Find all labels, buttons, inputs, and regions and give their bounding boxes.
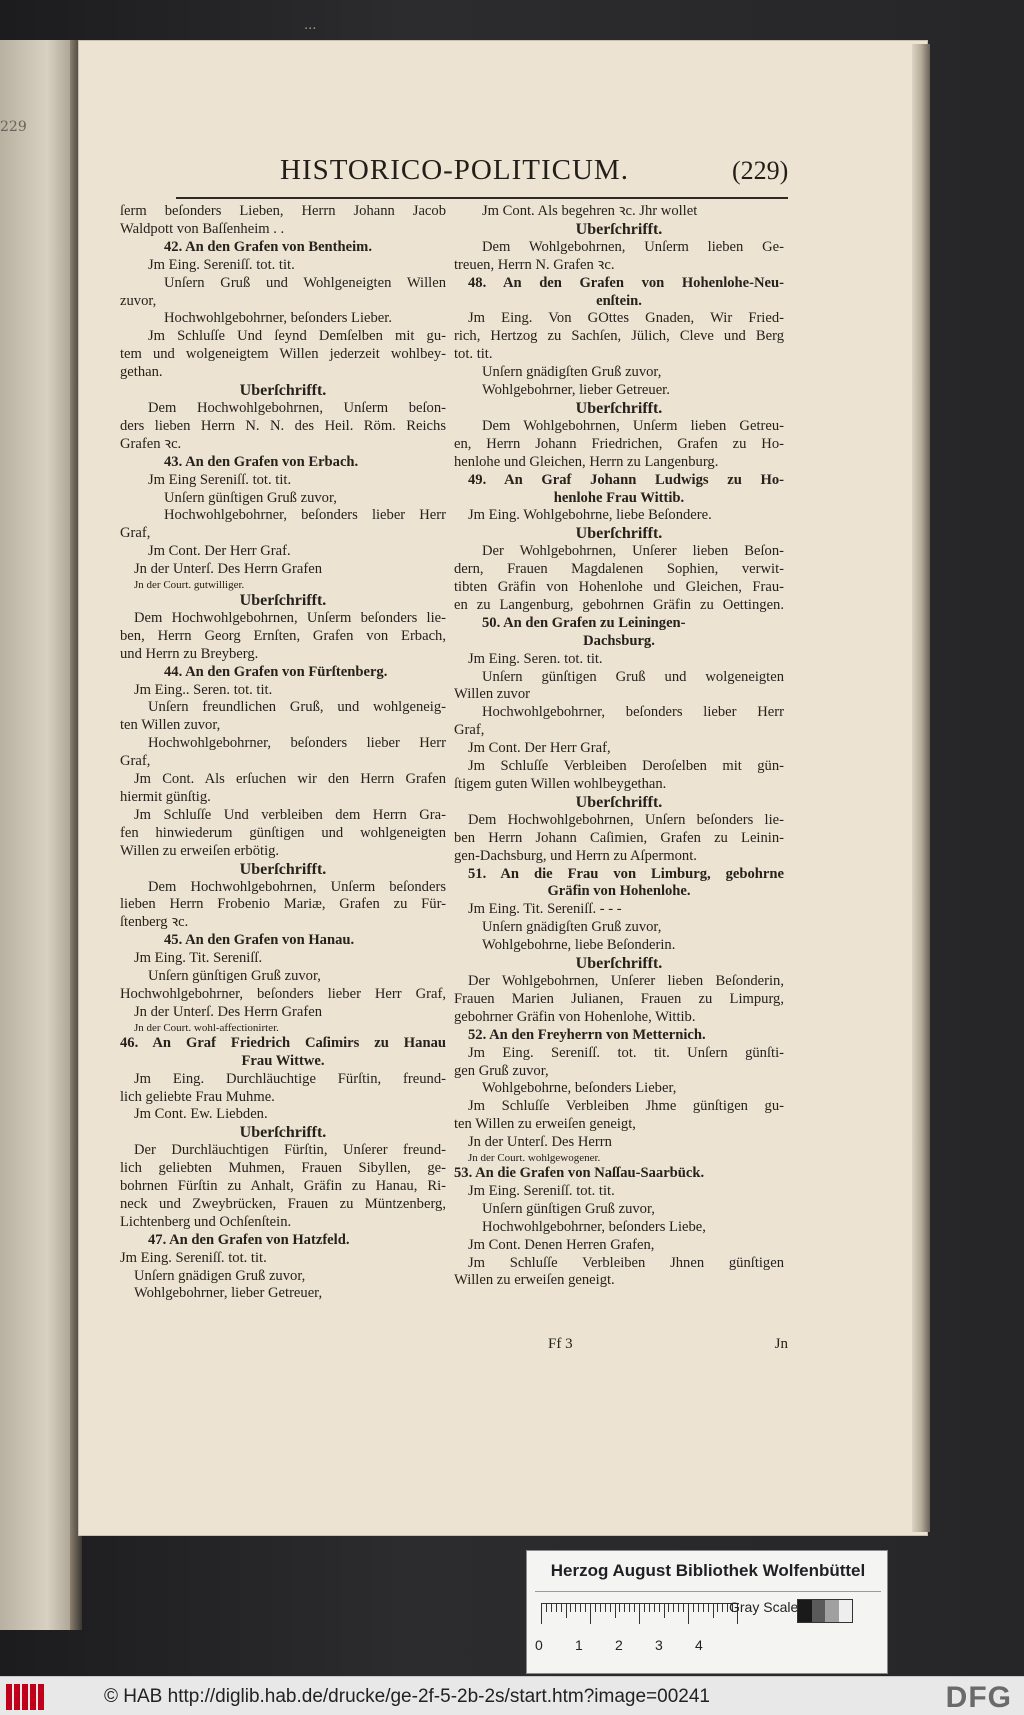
ruler-tick — [556, 1604, 557, 1612]
header-rule — [176, 197, 788, 199]
text-line: Jn der Court. gutwilliger. — [134, 579, 245, 592]
ruler-tick — [659, 1604, 660, 1612]
running-title: HISTORICO-POLITICUM. — [280, 154, 629, 186]
gray-scale-swatch — [797, 1599, 853, 1623]
text-line: Jm Schluſſe Verbleiben Deroſelben mit gün- — [468, 758, 784, 775]
text-line: Unſern gnädigſten Gruß zuvor, — [482, 919, 662, 936]
text-line: 44. An den Grafen von Fürſtenberg. — [164, 663, 388, 680]
text-line: Jn der Unterſ. Des Herrn — [468, 1134, 612, 1151]
ruler-tick — [575, 1604, 576, 1612]
text-line: Der Wohlgebohrnen, Unſerer lieben Beſon- — [482, 543, 784, 560]
ruler-tick — [546, 1604, 547, 1612]
ruler-tick — [722, 1604, 723, 1612]
text-line: enſtein. — [596, 292, 642, 309]
signature-line — [548, 1336, 788, 1356]
text-line: Graf, — [120, 753, 151, 770]
ruler-label: 0 — [535, 1637, 543, 1653]
text-line: Jn der Unterſ. Des Herrn Grafen — [134, 561, 323, 578]
page-fore-edge — [912, 44, 930, 1532]
text-line: Dem Hochwohlgebohrnen, Unſerm beſon- — [148, 399, 446, 416]
text-line: Jn der Court. wohlgewogener. — [468, 1152, 601, 1165]
text-line: gen-Dachsburg, und Herrn zu Aſpermont. — [454, 847, 697, 864]
ruler-tick — [624, 1604, 625, 1612]
text-line: gebohrner Gräfin von Hohenlohe, Wittib. — [454, 1008, 696, 1025]
ruler-tick — [698, 1604, 699, 1612]
text-line: Unſern günſtigen Gruß und wolgeneigten — [482, 668, 784, 685]
ruler-tick — [580, 1604, 581, 1612]
library-card-rule — [535, 1591, 881, 1592]
ruler-tick — [708, 1604, 709, 1612]
text-line: Jm Schluſſe Verbleiben Jhme günſtigen gu- — [468, 1098, 784, 1115]
text-line: Dem Wohlgebohrnen, Unſerm lieben Ge- — [482, 238, 784, 255]
text-line: Jm Eing. Seren. tot. tit. — [468, 650, 603, 667]
page-number: (229) — [732, 156, 789, 185]
text-line: lieben Herrn Frobenio Mariæ, Grafen zu Für- — [120, 896, 446, 913]
text-line: Hochwohlgebohrner, beſonders lieber Herr — [148, 735, 446, 752]
text-line: Dachsburg. — [583, 632, 655, 649]
text-line: Jm Eing. Sereniſſ. tot. tit. Unſern günſti- — [468, 1044, 784, 1061]
ruler-tick — [717, 1604, 718, 1612]
dfg-logo: DFG — [945, 1681, 1012, 1714]
text-line: Jm Eing. Tit. Sereniſſ. - - - — [468, 901, 622, 918]
text-line: rich, Hertzog zu Sachſen, Jülich, Cleve und Berg — [454, 328, 784, 345]
text-line: Wohlgebohrne, liebe Beſonderin. — [482, 937, 676, 954]
hab-logo-icon — [6, 1684, 44, 1710]
text-line: Jm Eing. Tit. Sereniſſ. — [134, 950, 263, 967]
text-line: zuvor, — [120, 292, 157, 309]
text-line: neck und Zweybrücken, Frauen zu Müntzenberg, — [120, 1195, 446, 1212]
text-line: ſtenberg ꝛc. — [120, 914, 189, 931]
text-line: treuen, Herrn N. Grafen ꝛc. — [454, 256, 615, 273]
text-line: Jn der Unterſ. Des Herrn Grafen — [134, 1003, 323, 1020]
ruler-tick — [713, 1604, 714, 1618]
ruler-tick — [639, 1604, 640, 1624]
page-top-scribble: ... — [304, 18, 317, 33]
ruler-tick — [610, 1604, 611, 1612]
text-line: Unſern gnädigſten Gruß zuvor, — [482, 364, 662, 381]
text-line: 43. An den Grafen von Erbach. — [164, 453, 359, 470]
text-line: Dem Hochwohlgebohrnen, Unſern beſonders lie- — [468, 811, 784, 828]
text-line: Unſern gnädigen Gruß zuvor, — [134, 1267, 306, 1284]
text-line: Jm Eing. Sereniſſ. tot. tit. — [468, 1182, 615, 1199]
text-line: Frauen Marien Julianen, Frauen zu Limpurg, — [454, 990, 784, 1007]
text-line: Der Durchläuchtigen Fürſtin, Unſerer freund- — [134, 1142, 446, 1159]
footer-citation: © HAB http://diglib.hab.de/drucke/ge-2f-5-2b-2s/start.htm?image=00241 — [104, 1686, 710, 1707]
ruler-tick — [654, 1604, 655, 1612]
ruler-tick — [649, 1604, 650, 1612]
text-line: Willen zuvor — [454, 686, 531, 703]
text-line: 49. An Graf Johann Ludwigs zu Ho- — [468, 471, 784, 488]
text-line: Der Wohlgebohrnen, Unſerer lieben Beſonderin, — [468, 972, 784, 989]
text-line: Unſern günſtigen Gruß zuvor, — [164, 489, 337, 506]
text-line: Uberſchrifft. — [575, 525, 663, 543]
text-line: Wohlgebohrner, lieber Getreuer, — [134, 1285, 323, 1302]
text-line: Uberſchrifft. — [239, 592, 327, 610]
text-line: Jm Eing.. Seren. tot. tit. — [134, 681, 273, 698]
text-line: Jm Eing. Sereniſſ. tot. tit. — [148, 256, 295, 273]
text-line: gethan. — [120, 364, 163, 381]
text-line: Jm Eing. Durchläuchtige Fürſtin, freund- — [134, 1070, 446, 1087]
text-line: Jm Cont. Ew. Liebden. — [134, 1106, 268, 1123]
text-line: Jm Cont. Der Herr Graf. — [148, 543, 291, 560]
text-column-right — [454, 203, 784, 1290]
catchword: Jn — [774, 1336, 788, 1352]
ruler-label: 3 — [655, 1637, 663, 1653]
ruler-label: 2 — [615, 1637, 623, 1653]
text-line: Jm Schluſſe Und ſeynd Demſelben mit gu- — [148, 328, 446, 345]
text-line: und Herrn zu Breyberg. — [120, 645, 259, 662]
text-line: Hochwohlgebohrner, beſonders lieber Herr — [482, 704, 784, 721]
text-line: 48. An den Grafen von Hohenlohe-Neu- — [468, 274, 784, 291]
text-line: lich geliebten Muhmen, Frauen Sibyllen, ge- — [120, 1160, 446, 1177]
text-line: 52. An den Freyherrn von Metternich. — [468, 1026, 706, 1043]
ruler-tick — [551, 1604, 552, 1612]
text-line: Lichtenberg und Ochſenſtein. — [120, 1213, 292, 1230]
previous-page-mark: 229 — [0, 119, 27, 135]
text-line: 53. An die Grafen von Naſſau-Saarbück. — [454, 1165, 705, 1182]
previous-page-edge — [0, 40, 78, 1630]
text-line: hiermit günſtig. — [120, 789, 211, 805]
text-line: Jm Eing. Sereniſſ. tot. tit. — [120, 1249, 267, 1266]
ruler-tick — [566, 1604, 567, 1618]
text-line: henlohe und Gleichen, Herrn zu Langenburg. — [454, 453, 719, 470]
text-line: Grafen ꝛc. — [120, 435, 182, 452]
text-line: Jm Eing Sereniſſ. tot. tit. — [148, 471, 292, 488]
text-line: ſtigem guten Willen wohlbeygethan. — [454, 776, 667, 792]
text-line: lich geliebte Frau Muhme. — [120, 1088, 275, 1105]
ruler-tick — [561, 1604, 562, 1612]
text-line: 42. An den Grafen von Bentheim. — [164, 238, 372, 255]
ruler-label: 4 — [695, 1637, 703, 1653]
text-line: dern, Frauen Magdalenen Sophien, verwit- — [454, 561, 784, 578]
text-line: Wohlgebohrner, lieber Getreuer. — [482, 382, 670, 399]
text-line: Jm Eing. Von GOttes Gnaden, Wir Fried- — [468, 310, 784, 327]
text-line: tot. tit. — [454, 346, 493, 363]
text-line: en, Herrn Johann Friedrichen, Grafen zu Ho- — [454, 435, 784, 452]
ruler-tick — [619, 1604, 620, 1612]
text-line: Unſern günſtigen Gruß zuvor, — [482, 1200, 655, 1217]
text-line: Uberſchrifft. — [239, 1124, 327, 1142]
text-line: Jm Eing. Wohlgebohrne, liebe Beſondere. — [468, 507, 712, 524]
ruler-tick — [585, 1604, 586, 1612]
library-color-card — [526, 1550, 888, 1674]
text-line: henlohe Frau Wittib. — [553, 489, 685, 506]
text-line: Jm Cont. Der Herr Graf, — [468, 740, 611, 757]
text-line: 45. An den Grafen von Hanau. — [164, 932, 355, 949]
ruler-tick — [600, 1604, 601, 1612]
text-line: Frau Wittwe. — [241, 1052, 325, 1069]
measurement-ruler — [541, 1603, 739, 1625]
text-line: Waldpott von Baſſenheim . . — [120, 220, 285, 237]
library-name: Herzog August Bibliothek Wolfenbüttel — [550, 1561, 866, 1580]
text-line: 50. An den Grafen zu Leiningen- — [482, 614, 686, 631]
text-line: Unſern günſtigen Gruß zuvor, — [148, 968, 321, 985]
text-line: ben Herrn Johann Caſimien, Grafen zu Leinin- — [454, 829, 784, 846]
ruler-tick — [629, 1604, 630, 1612]
text-line: tibten Gräfin von Hohenlohe und Gleichen, Frau- — [454, 579, 784, 596]
text-line: Wohlgebohrne, beſonders Lieber, — [482, 1080, 677, 1097]
ruler-tick — [644, 1604, 645, 1612]
text-line: tem und wolgeneigtem Willen jederzeit wohlbey- — [120, 346, 446, 363]
ruler-tick — [634, 1604, 635, 1612]
text-line: Hochwohlgebohrner, beſonders Lieber. — [164, 310, 392, 327]
text-line: Hochwohlgebohrner, beſonders Liebe, — [482, 1218, 706, 1235]
text-line: Uberſchrifft. — [575, 220, 663, 238]
text-line: Willen zu erweiſen geneigt. — [454, 1272, 615, 1289]
text-line: ben, Herrn Georg Ernſten, Grafen von Erbach, — [120, 627, 446, 644]
text-line: Gräfin von Hohenlohe. — [547, 883, 691, 900]
ruler-tick — [668, 1604, 669, 1612]
text-line: Unſern freundlichen Gruß, und wohlgeneig- — [148, 699, 446, 716]
text-line: fen hinwiederum günſtigen und wohlgeneigten — [120, 824, 446, 841]
ruler-tick — [678, 1604, 679, 1612]
ruler-label: 1 — [575, 1637, 583, 1653]
text-line: ten Willen zu erweiſen geneigt, — [454, 1116, 636, 1133]
text-line: bohrnen Fürſtin zu Anhalt, Gräfin zu Hanau, Ri- — [120, 1178, 446, 1195]
ruler-tick — [664, 1604, 665, 1618]
ruler-tick — [673, 1604, 674, 1612]
text-line: Uberſchrifft. — [575, 955, 663, 973]
gray-scale-label: Gray Scale — [729, 1599, 799, 1615]
text-line: gen Gruß zuvor, — [454, 1062, 549, 1079]
text-line: Uberſchrifft. — [575, 793, 663, 811]
text-line: ten Willen zuvor, — [120, 717, 221, 734]
ruler-tick — [590, 1604, 591, 1624]
text-line: en zu Langenburg, gebohrnen Gräfin zu Oettingen. — [454, 596, 784, 613]
ruler-labels — [535, 1637, 755, 1655]
text-line: Jm Schluſſe Verbleiben Jhnen günſtigen — [468, 1254, 784, 1271]
text-line: Hochwohlgebohrner, beſonders lieber Herr Graf, — [120, 985, 446, 1002]
ruler-tick — [595, 1604, 596, 1612]
footer-bar — [0, 1676, 1024, 1715]
text-line: Jm Cont. Denen Herren Grafen, — [468, 1236, 655, 1253]
text-line: 46. An Graf Friedrich Caſimirs zu Hanau — [120, 1034, 446, 1051]
text-line: Jm Cont. Als erſuchen wir den Herrn Grafen — [134, 771, 446, 788]
ruler-tick — [683, 1604, 684, 1612]
text-line: 47. An den Grafen von Hatzfeld. — [148, 1231, 350, 1248]
text-line: Unſern Gruß und Wohlgeneigten Willen — [164, 274, 446, 291]
ruler-tick — [570, 1604, 571, 1612]
text-line: ſerm beſonders Lieben, Herrn Johann Jacob — [120, 203, 446, 219]
text-column-left — [120, 203, 446, 1303]
ruler-tick — [605, 1604, 606, 1612]
text-line: Uberſchrifft. — [239, 860, 327, 878]
text-line: Uberſchrifft. — [575, 399, 663, 417]
ruler-tick — [615, 1604, 616, 1618]
text-line: Jm Cont. Als begehren ꝛc. Jhr wollet — [482, 203, 698, 219]
ruler-tick — [541, 1604, 542, 1624]
text-line: Graf, — [454, 722, 485, 739]
text-line: Hochwohlgebohrner, beſonders lieber Herr — [164, 507, 446, 524]
page-header — [176, 150, 796, 202]
text-line: Dem Hochwohlgebohrnen, Unſerm beſonders — [148, 878, 446, 895]
text-line: Jm Schluſſe Und verbleiben dem Herrn Gra- — [134, 806, 446, 823]
text-line: 51. An die Frau von Limburg, gebohrne — [468, 865, 784, 882]
text-line: Graf, — [120, 525, 151, 542]
signature-mark: Ff 3 — [548, 1336, 573, 1352]
ruler-tick — [693, 1604, 694, 1612]
text-line: Willen zu erweiſen erbötig. — [120, 842, 280, 859]
ruler-tick — [688, 1604, 689, 1624]
text-line: Jn der Court. wohl-affectionirter. — [134, 1021, 279, 1034]
text-line: ders lieben Herrn N. N. des Heil. Röm. Reichs — [120, 417, 446, 434]
text-line: Dem Hochwohlgebohrnen, Unſerm beſonders lie- — [134, 609, 446, 626]
text-line: Uberſchrifft. — [239, 382, 327, 400]
ruler-tick — [703, 1604, 704, 1612]
text-line: Dem Wohlgebohrnen, Unſerm lieben Getreu- — [482, 417, 784, 434]
